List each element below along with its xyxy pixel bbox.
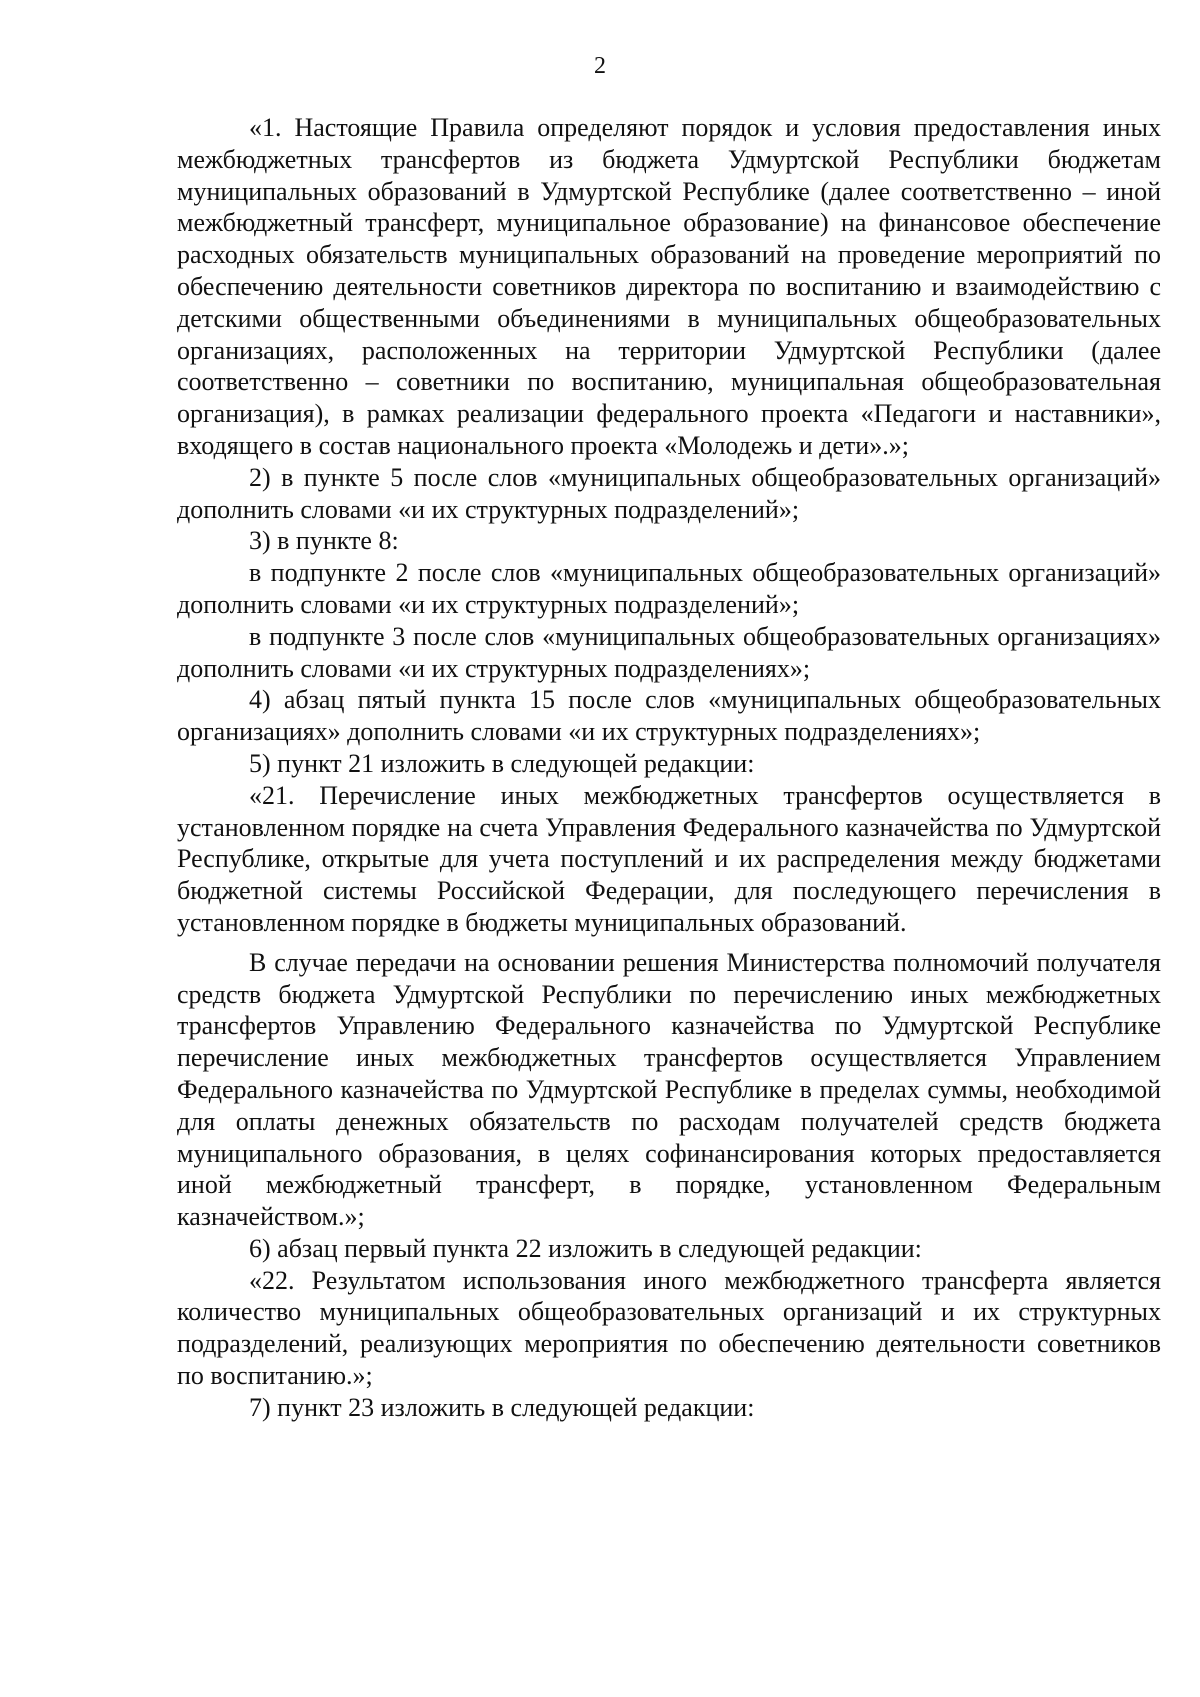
paragraph-6: 4) абзац пятый пункта 15 после слов «муниципальных общеобразовательных организациях» дополнить словами «и их структурных подразделениях»; — [177, 685, 1161, 747]
paragraph-4: в подпункте 2 после слов «муниципальных общеобразовательных организаций» дополнить словами «и их структурных подразделений»; — [177, 558, 1161, 619]
paragraph-2: 2) в пункте 5 после слов «муниципальных общеобразовательных организаций» дополнить словами «и их структурных подразделений»; — [177, 462, 1161, 524]
paragraph-1: «1. Настоящие Правила определяют порядок и условия предоставления иных межбюджетных трансфертов из бюджета Удмуртской Республики бюджетам муниципальных образований в Удмуртской Республике (далее соответственно – иной межбюджетный трансферт, муниципальное образование) на финансовое обеспечение расходных обязательств муниципальных образований на проведение мероприятий по обеспечению деятельности советников директора по воспитанию и взаимодействию с детскими общественными объединениями в муниципальных общеобразовательных организациях, расположенных на территории Удмуртской Республики (далее соответственно – советники по воспитанию, муниципальная общеобразовательная организация), в рамках реализации федерального проекта «Педагоги и наставники», входящего в состав национального проекта «Молодежь и дети».»; — [177, 113, 1161, 460]
page-number: 2 — [594, 53, 606, 79]
paragraph-5: в подпункте 3 после слов «муниципальных общеобразовательных организациях» дополнить словами «и их структурных подразделениях»; — [177, 621, 1161, 683]
paragraph-9: В случае передачи на основании решения Министерства полномочий получателя средств бюджета Удмуртской Республики по перечислению иных межбюджетных трансфертов Управлению Федерального казначейства по Удмуртской Республике перечисление иных межбюджетных трансфертов осуществляется Управлением Федерального казначейства по Удмуртской Республике в пределах суммы, необходимой для оплаты денежных обязательств по расходам получателей средств бюджета муниципального образования, в целях софинансирования которых предоставляется иной межбюджетный трансферт, в порядке, установленном Федеральным казначейством.»; — [177, 947, 1161, 1232]
document-body — [177, 112, 1161, 1424]
paragraph-12: 7) пункт 23 изложить в следующей редакции: — [249, 1392, 755, 1422]
paragraph-7: 5) пункт 21 изложить в следующей редакции: — [249, 748, 755, 778]
paragraph-10: 6) абзац первый пункта 22 изложить в следующей редакции: — [249, 1233, 922, 1263]
paragraph-8: «21. Перечисление иных межбюджетных трансфертов осуществляется в установленном порядке на счета Управления Федерального казначейства по Удмуртской Республике, открытые для учета поступлений и их распределения между бюджетами бюджетной системы Российской Федерации, для последующего перечисления в установленном порядке в бюджеты муниципальных образований. — [177, 780, 1161, 937]
paragraph-11: «22. Результатом использования иного межбюджетного трансферта является количество муниципальных общеобразовательных организаций и их структурных подразделений, реализующих мероприятия по обеспечению деятельности советников по воспитанию.»; — [177, 1265, 1161, 1391]
paragraph-3: 3) в пункте 8: — [249, 526, 399, 556]
